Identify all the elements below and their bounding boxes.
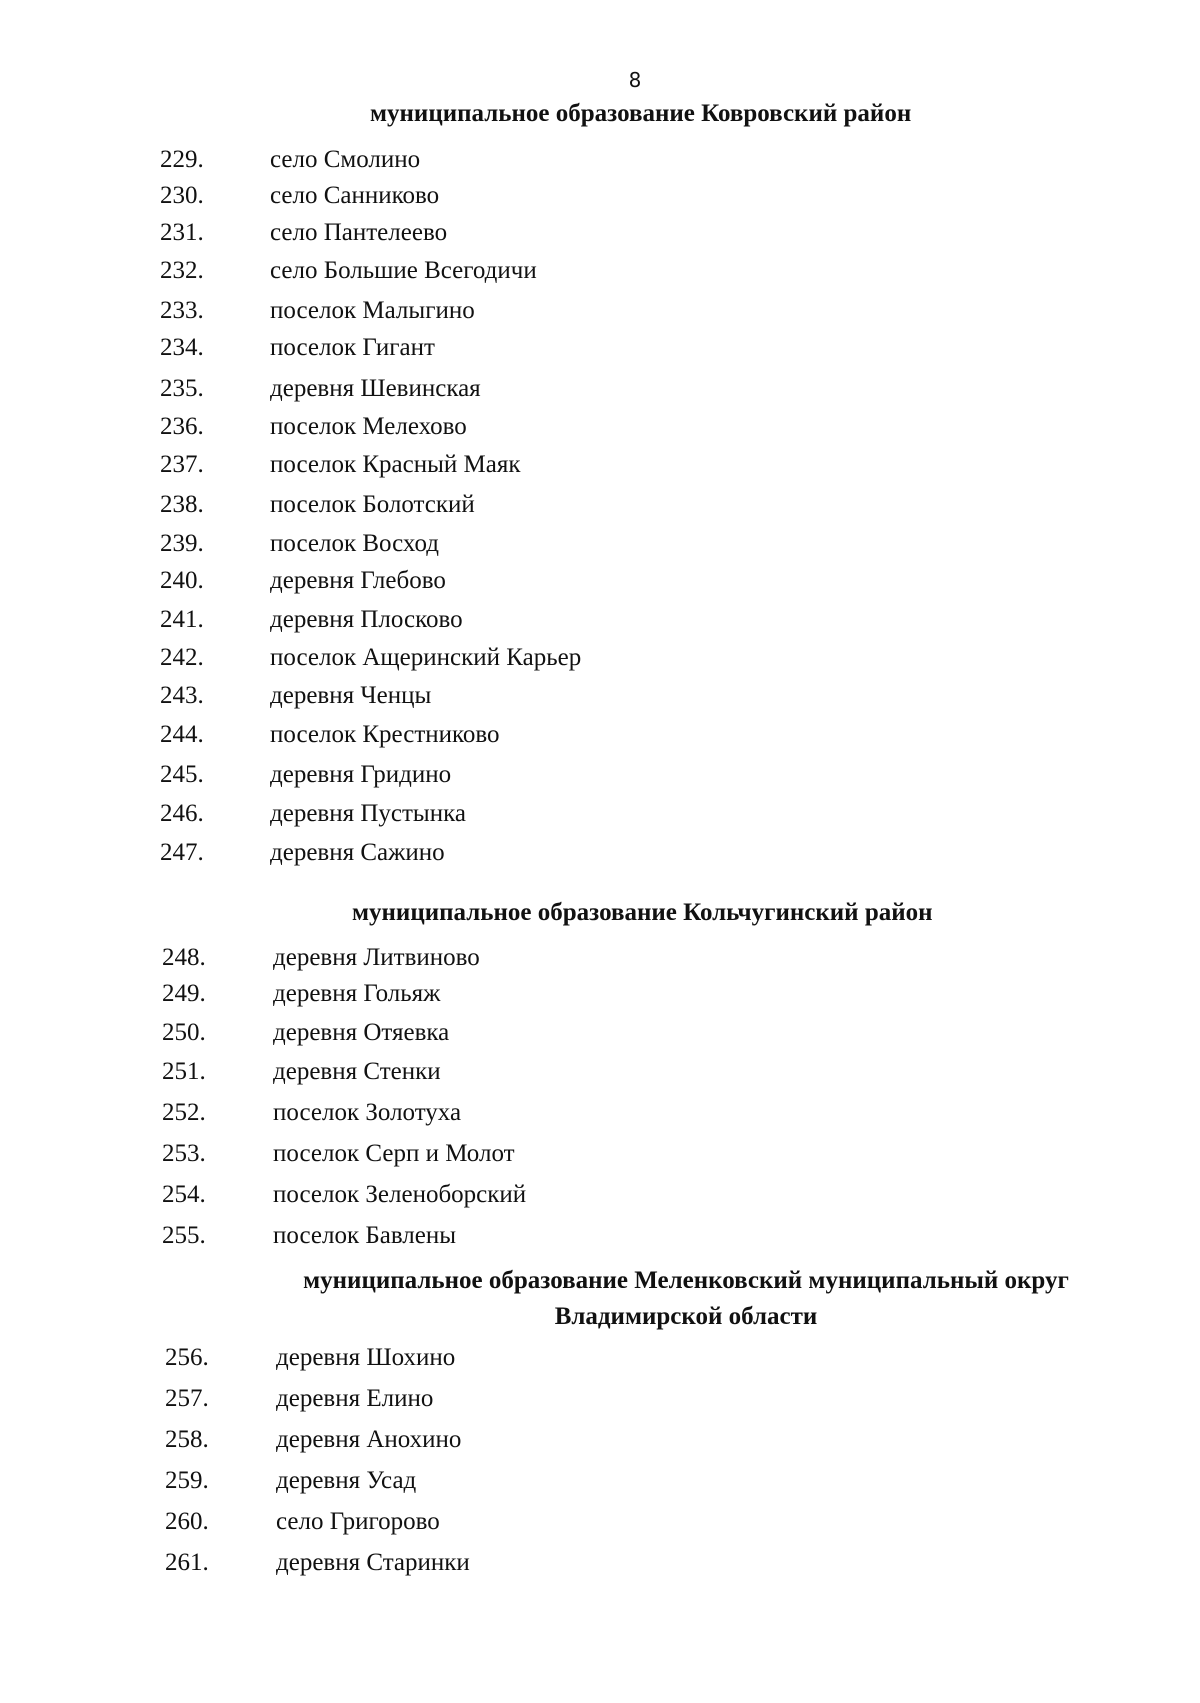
item-number: 249. — [162, 980, 206, 1007]
item-number: 244. — [160, 721, 204, 748]
item-name: деревня Шевинская — [270, 375, 481, 402]
item-name: село Пантелеево — [270, 219, 448, 246]
item-number: 243. — [160, 682, 204, 709]
item-name: поселок Гигант — [270, 334, 435, 361]
item-number: 232. — [160, 257, 204, 284]
item-number: 255. — [162, 1222, 206, 1249]
section-heading: муниципальное образование Кольчугинский район — [352, 899, 933, 926]
item-name: село Большие Всегодичи — [270, 257, 537, 284]
item-number: 250. — [162, 1019, 206, 1046]
item-name: поселок Мелехово — [270, 413, 467, 440]
item-number: 235. — [160, 375, 204, 402]
item-name: деревня Стенки — [273, 1058, 441, 1085]
item-name: деревня Гольяж — [273, 980, 441, 1007]
item-name: поселок Красный Маяк — [270, 451, 521, 478]
item-name: поселок Бавлены — [273, 1222, 457, 1249]
item-number: 261. — [165, 1549, 209, 1576]
page-number: 8 — [628, 68, 642, 92]
item-number: 247. — [160, 839, 204, 866]
item-name: поселок Болотский — [270, 491, 475, 518]
item-number: 241. — [160, 606, 204, 633]
section-heading: муниципальное образование Ковровский район — [370, 100, 912, 127]
item-number: 237. — [160, 451, 204, 478]
item-number: 254. — [162, 1181, 206, 1208]
item-number: 258. — [165, 1426, 209, 1453]
item-number: 238. — [160, 491, 204, 518]
item-name: деревня Елино — [276, 1385, 434, 1412]
item-name: деревня Анохино — [276, 1426, 462, 1453]
item-number: 246. — [160, 800, 204, 827]
item-number: 236. — [160, 413, 204, 440]
item-name: деревня Шохино — [276, 1344, 456, 1371]
item-name: село Григорово — [276, 1508, 440, 1535]
item-name: деревня Отяевка — [273, 1019, 450, 1046]
item-number: 234. — [160, 334, 204, 361]
item-number: 233. — [160, 297, 204, 324]
item-number: 242. — [160, 644, 204, 671]
item-name: село Смолино — [270, 146, 421, 173]
section-heading: муниципальное образование Меленковский муниципальный округ Владимирской области — [303, 1267, 1069, 1330]
item-number: 248. — [162, 944, 206, 971]
item-name: поселок Золотуха — [273, 1099, 462, 1126]
item-number: 257. — [165, 1385, 209, 1412]
item-number: 230. — [160, 182, 204, 209]
item-name: село Санниково — [270, 182, 440, 209]
item-name: поселок Серп и Молот — [273, 1140, 515, 1167]
item-name: деревня Усад — [276, 1467, 417, 1494]
item-number: 240. — [160, 567, 204, 594]
item-name: поселок Зеленоборский — [273, 1181, 527, 1208]
item-number: 231. — [160, 219, 204, 246]
item-name: деревня Литвиново — [273, 944, 480, 971]
item-name: деревня Плосково — [270, 606, 463, 633]
item-number: 256. — [165, 1344, 209, 1371]
item-name: поселок Крестниково — [270, 721, 500, 748]
item-number: 239. — [160, 530, 204, 557]
item-name: деревня Глебово — [270, 567, 446, 594]
item-name: деревня Старинки — [276, 1549, 470, 1576]
item-name: деревня Сажино — [270, 839, 445, 866]
item-number: 259. — [165, 1467, 209, 1494]
item-name: поселок Восход — [270, 530, 439, 557]
item-number: 251. — [162, 1058, 206, 1085]
item-name: поселок Малыгино — [270, 297, 475, 324]
item-name: поселок Ащеринский Карьер — [270, 644, 582, 671]
item-number: 229. — [160, 146, 204, 173]
item-name: деревня Гридино — [270, 761, 452, 788]
item-number: 245. — [160, 761, 204, 788]
item-name: деревня Ченцы — [270, 682, 432, 709]
item-number: 252. — [162, 1099, 206, 1126]
item-number: 260. — [165, 1508, 209, 1535]
item-name: деревня Пустынка — [270, 800, 466, 827]
item-number: 253. — [162, 1140, 206, 1167]
